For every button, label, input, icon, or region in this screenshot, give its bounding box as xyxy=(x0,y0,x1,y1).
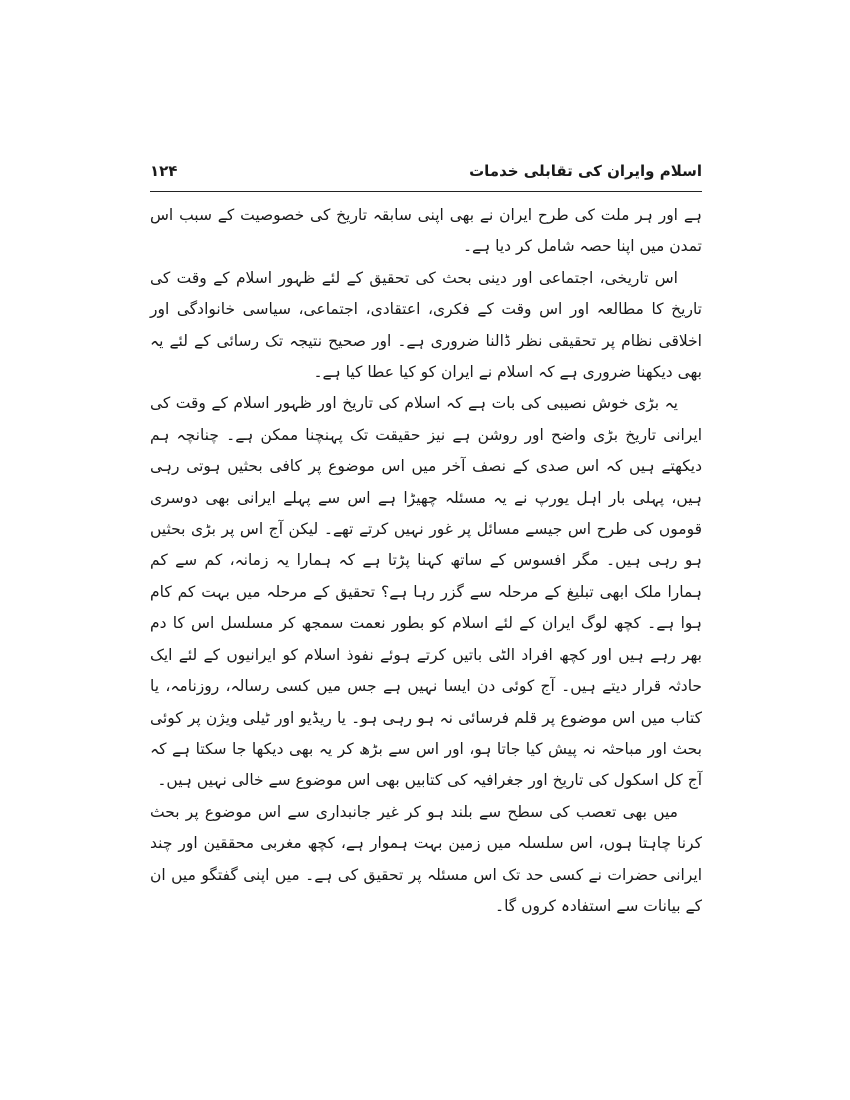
page-number: ۱۲۴ xyxy=(150,162,178,180)
paragraph: ہے اور ہر ملت کی طرح ایران نے بھی اپنی سابقہ تاریخ کی خصوصیت کے سبب اس تمدن میں اپنا حصہ شامل کر دیا ہے۔ xyxy=(150,206,702,256)
header-divider xyxy=(150,191,702,192)
body-text xyxy=(150,200,702,922)
running-header xyxy=(150,160,702,188)
paragraph: اس تاریخی، اجتماعی اور دینی بحث کی تحقیق کے لئے ظہور اسلام کے وقت کی تاریخ کا مطالعہ اور اس وقت کے فکری، اعتقادی، اجتماعی، سیاسی خانوادگی اور اخلاقی نظام پر تحقیقی نظر ڈالنا ضروری ہے۔ اور صحیح نتیجہ تک رسائی کے لئے یہ بھی دیکھنا ضروری ہے کہ اسلام نے ایران کو کیا عطا کیا ہے۔ xyxy=(150,268,702,382)
paragraph: میں بھی تعصب کی سطح سے بلند ہو کر غیر جانبداری سے اس موضوع پر بحث کرنا چاہتا ہوں، اس سلسلہ میں زمین بہت ہموار ہے، کچھ مغربی محققین اور چند ایرانی حضرات نے کسی حد تک اس مسئلہ پر تحقیق کی ہے۔ میں اپنی گفتگو میں ان کے بیانات سے استفادہ کروں گا۔ xyxy=(150,802,702,915)
paragraph: یہ بڑی خوش نصیبی کی بات ہے کہ اسلام کی تاریخ اور ظہور اسلام کے وقت کی ایرانی تاریخ بڑی واضح اور روشن ہے نیز حقیقت تک پہنچنا ممکن ہے۔ چنانچہ ہم دیکھتے ہیں کہ اس صدی کے نصف آخر میں اس موضوع پر کافی بحثیں ہوتی رہی ہیں، پہلی بار اہل یورپ نے یہ مسئلہ چھیڑا ہے اس سے پہلے ایرانی بھی دوسری قوموں کی طرح اس جیسے مسائل پر غور نہیں کرتے تھے۔ لیکن آج اس پر بڑی بحثیں ہو رہی ہیں۔ مگر افسوس کے ساتھ کہنا پڑتا ہے کہ ہمارا یہ زمانہ، کم سے کم ہمارا ملک ابھی تبلیغ کے مرحلہ سے گزر رہا ہے؟ تحقیق کے مرحلہ میں بہت کم کام ہوا ہے۔ کچھ لوگ ایران کے لئے اسلام کو بطور نعمت سمجھ کر مسلسل اس کا دم بھر رہے ہیں اور کچھ افراد الٹی باتیں کرتے ہوئے نفوذ اسلام کو ایرانیوں کے لئے ایک حادثہ قرار دیتے ہیں۔ آج کوئی دن ایسا نہیں ہے جس میں کسی رسالہ، روزنامہ، یا کتاب میں اس موضوع پر قلم فرسائی نہ ہو رہی ہو۔ یا ریڈیو اور ٹیلی ویژن پر کوئی بحث اور مباحثہ نہ پیش کیا جاتا ہو، اور اس سے بڑھ کر یہ بھی دیکھا جا سکتا ہے کہ آج کل اسکول کی تاریخ اور جغرافیہ کی کتابیں بھی اس موضوع سے خالی نہیں ہیں۔ xyxy=(150,394,702,790)
book-title: اسلام وایران کی تقابلی خدمات xyxy=(469,162,702,180)
